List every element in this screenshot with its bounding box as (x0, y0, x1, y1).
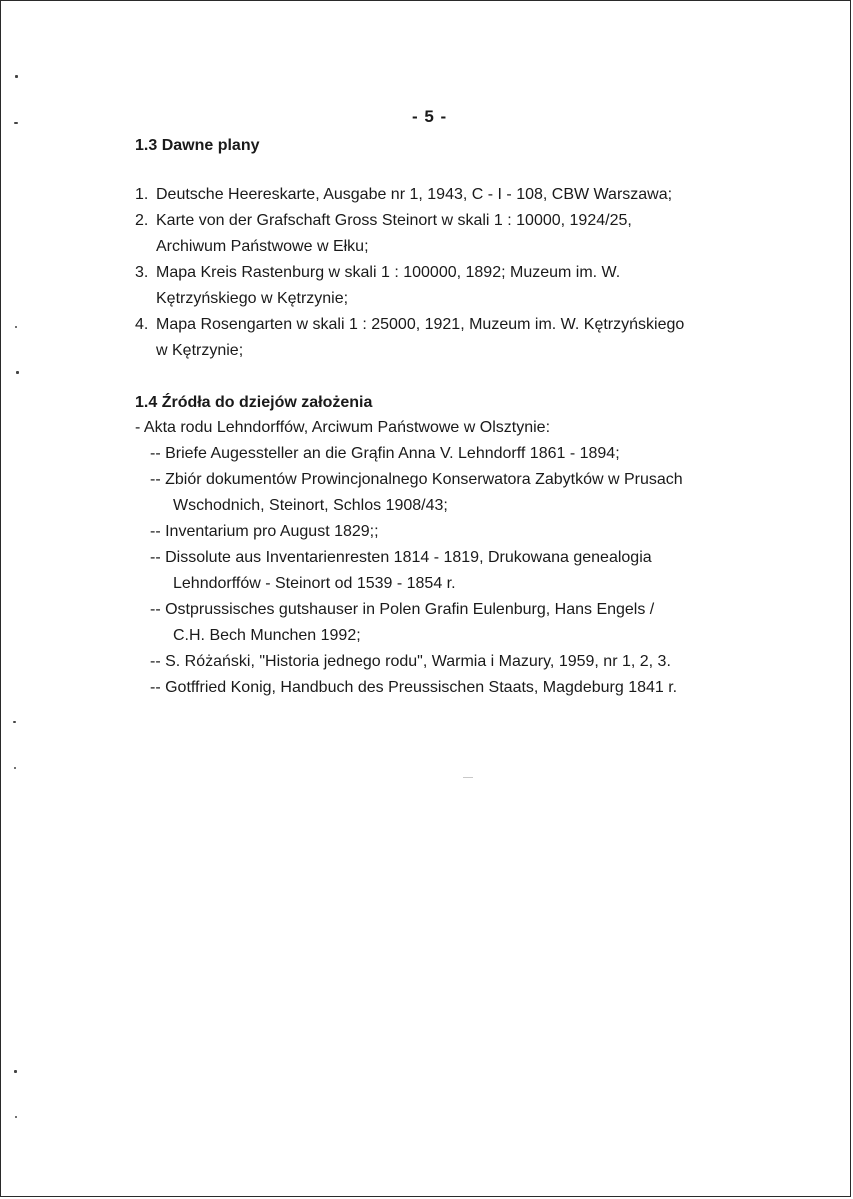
source-item-6-line-1: -- S. Różański, "Historia jednego rodu", Warmia i Mazury, 1959, nr 1, 2, 3. (150, 653, 671, 670)
source-item-3-line-1: -- Inventarium pro August 1829;; (150, 523, 379, 540)
scan-speck (15, 75, 18, 78)
section-heading-dawne-plany: 1.3 Dawne plany (135, 137, 260, 154)
source-item-2-line-2: Wschodnich, Steinort, Schlos 1908/43; (173, 497, 448, 514)
scan-speck (14, 122, 18, 124)
source-item-4-line-2: Lehndorffów - Steinort od 1539 - 1854 r. (173, 575, 456, 592)
scan-speck (14, 767, 16, 769)
source-item-1-line-1: -- Briefe Augessteller an die Grąfin Anna V. Lehndorff 1861 - 1894; (150, 445, 620, 462)
plan-item-2-line-1: Karte von der Grafschaft Gross Steinort w skali 1 : 10000, 1924/25, (156, 212, 632, 229)
plan-item-4-number: 4. (135, 316, 149, 333)
plan-item-4-line-1: Mapa Rosengarten w skali 1 : 25000, 1921, Muzeum im. W. Kętrzyńskiego (156, 316, 685, 333)
scan-speck (15, 1116, 17, 1118)
scan-speck (14, 1070, 17, 1073)
source-item-2-line-1: -- Zbiór dokumentów Prowincjonalnego Konserwatora Zabytków w Prusach (150, 471, 683, 488)
scan-speck (15, 326, 17, 328)
plan-item-3-number: 3. (135, 264, 149, 281)
plan-item-1-number: 1. (135, 186, 149, 203)
source-item-5-line-2: C.H. Bech Munchen 1992; (173, 627, 361, 644)
section-heading-zrodla: 1.4 Źródła do dziejów założenia (135, 394, 373, 411)
scan-smudge (463, 777, 473, 778)
plan-item-3-line-2: Kętrzyńskiego w Kętrzynie; (156, 290, 349, 307)
page-number: - 5 - (412, 107, 448, 126)
plan-item-1-line-1: Deutsche Heereskarte, Ausgabe nr 1, 1943, C - I - 108, CBW Warszawa; (156, 186, 673, 203)
source-intro: - Akta rodu Lehndorffów, Arciwum Państwowe w Olsztynie: (135, 419, 551, 436)
source-item-5-line-1: -- Ostprussisches gutshauser in Polen Grafin Eulenburg, Hans Engels / (150, 601, 655, 618)
plan-item-4-line-2: w Kętrzynie; (156, 342, 244, 359)
source-item-7-line-1: -- Gotffried Konig, Handbuch des Preussischen Staats, Magdeburg 1841 r. (150, 679, 678, 696)
plan-item-3-line-1: Mapa Kreis Rastenburg w skali 1 : 100000, 1892; Muzeum im. W. (156, 264, 621, 281)
scan-speck (16, 371, 19, 374)
plan-item-2-number: 2. (135, 212, 149, 229)
scan-speck (13, 721, 16, 723)
source-item-4-line-1: -- Dissolute aus Inventarienresten 1814 - 1819, Drukowana genealogia (150, 549, 652, 566)
plan-item-2-line-2: Archiwum Państwowe w Ełku; (156, 238, 369, 255)
